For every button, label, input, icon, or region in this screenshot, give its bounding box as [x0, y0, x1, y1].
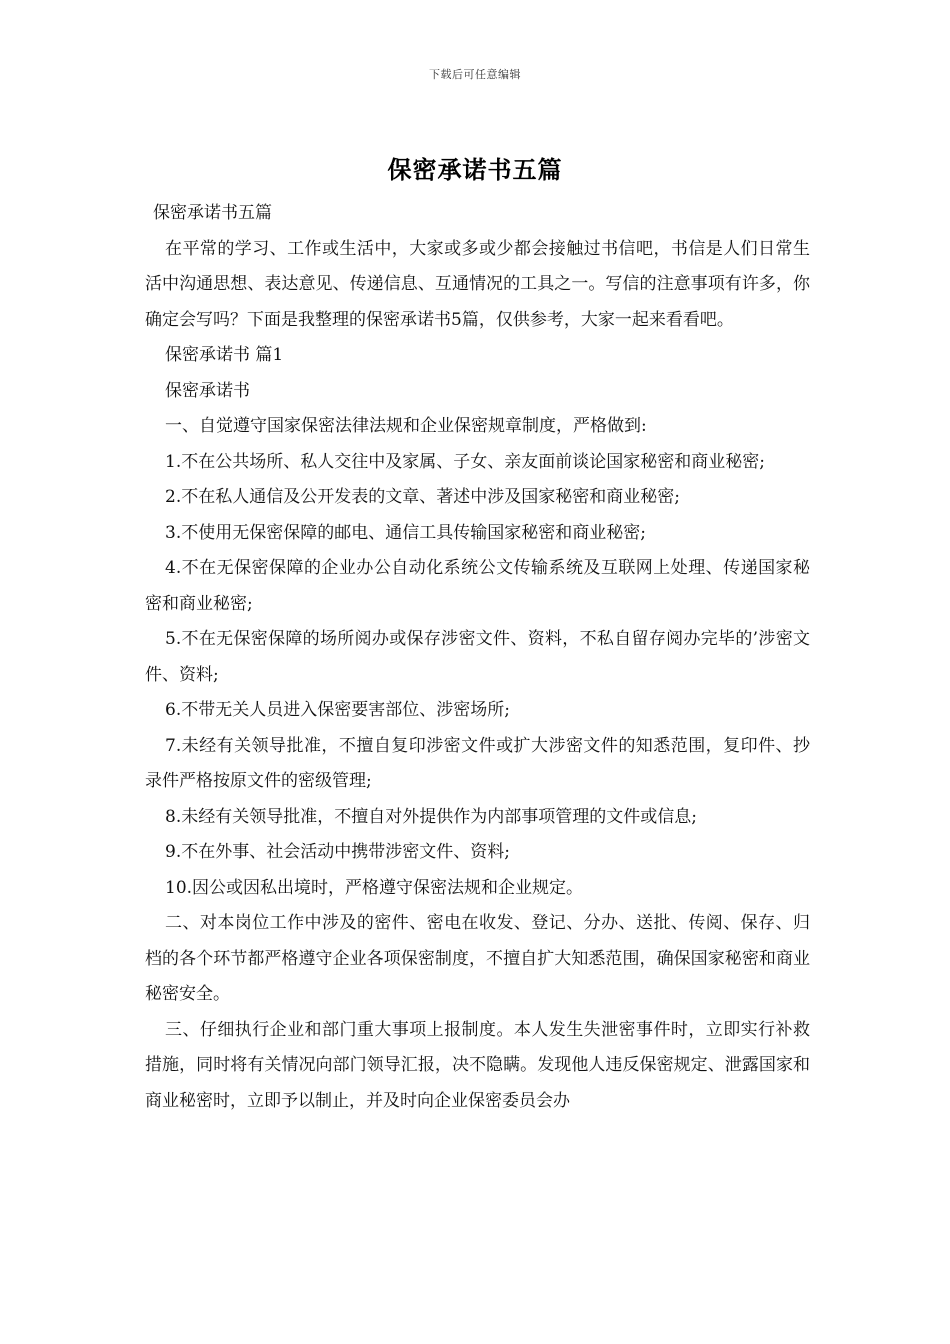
clause-paragraph: 一、自觉遵守国家保密法律法规和企业保密规章制度，严格做到:: [165, 416, 647, 436]
intro-paragraph: 在平常的学习、工作或生活中，大家或多或少都会接触过书信吧，书信是人们日常生活中沟通思想、表达意见、传递信息、互通情况的工具之一。写信的注意事项有许多，你确定会写吗？下面是我整理的保密承诺书5篇，仅供参考，大家一起来看看吧。: [145, 238, 810, 330]
list-item: 8.未经有关领导批准，不擅自对外提供作为内部事项管理的文件或信息;: [165, 806, 697, 827]
document-title: 保密承诺书五篇: [387, 155, 563, 184]
list-item: 5.不在无保密保障的场所阅办或保存涉密文件、资料，不私自留存阅办完毕的’涉密文件、资料;: [145, 629, 810, 685]
list-item: 6.不带无关人员进入保密要害部位、涉密场所;: [165, 700, 510, 720]
list-item: 7.未经有关领导批准，不擅自复印涉密文件或扩大涉密文件的知悉范围，复印件、抄录件严格按原文件的密级管理;: [145, 735, 810, 791]
list-item: 1.不在公共场所、私人交往中及家属、子女、亲友面前谈论国家秘密和商业秘密;: [165, 451, 765, 472]
clause-paragraph: 二、对本岗位工作中涉及的密件、密电在收发、登记、分办、送批、传阅、保存、归档的各个环节都严格遵守企业各项保密制度，不擅自扩大知悉范围，确保国家秘密和商业秘密安全。: [145, 913, 810, 1004]
list-item: 10.因公或因私出境时，严格遵守保密法规和企业规定。: [165, 877, 584, 898]
header-note: 下载后可任意编辑: [429, 68, 521, 81]
clause-paragraph: 三、仔细执行企业和部门重大事项上报制度。本人发生失泄密事件时，立即实行补救措施，同时将有关情况向部门领导汇报，决不隐瞒。发现他人违反保密规定、泄露国家和商业秘密时，立即予以制止，并及时向企业保密委员会办: [145, 1019, 810, 1111]
letter-heading: 保密承诺书: [165, 380, 250, 401]
list-item: 3.不使用无保密保障的邮电、通信工具传输国家秘密和商业秘密;: [165, 522, 646, 543]
list-item: 4.不在无保密保障的企业办公自动化系统公文传输系统及互联网上处理、传递国家秘密和商业秘密;: [145, 558, 810, 614]
list-item: 9.不在外事、社会活动中携带涉密文件、资料;: [165, 842, 510, 862]
section-heading: 保密承诺书 篇1: [165, 345, 284, 365]
list-item: 2.不在私人通信及公开发表的文章、著述中涉及国家秘密和商业秘密;: [165, 487, 680, 507]
document-body: [145, 196, 810, 1119]
subtitle-paragraph: 保密承诺书五篇: [153, 203, 272, 223]
